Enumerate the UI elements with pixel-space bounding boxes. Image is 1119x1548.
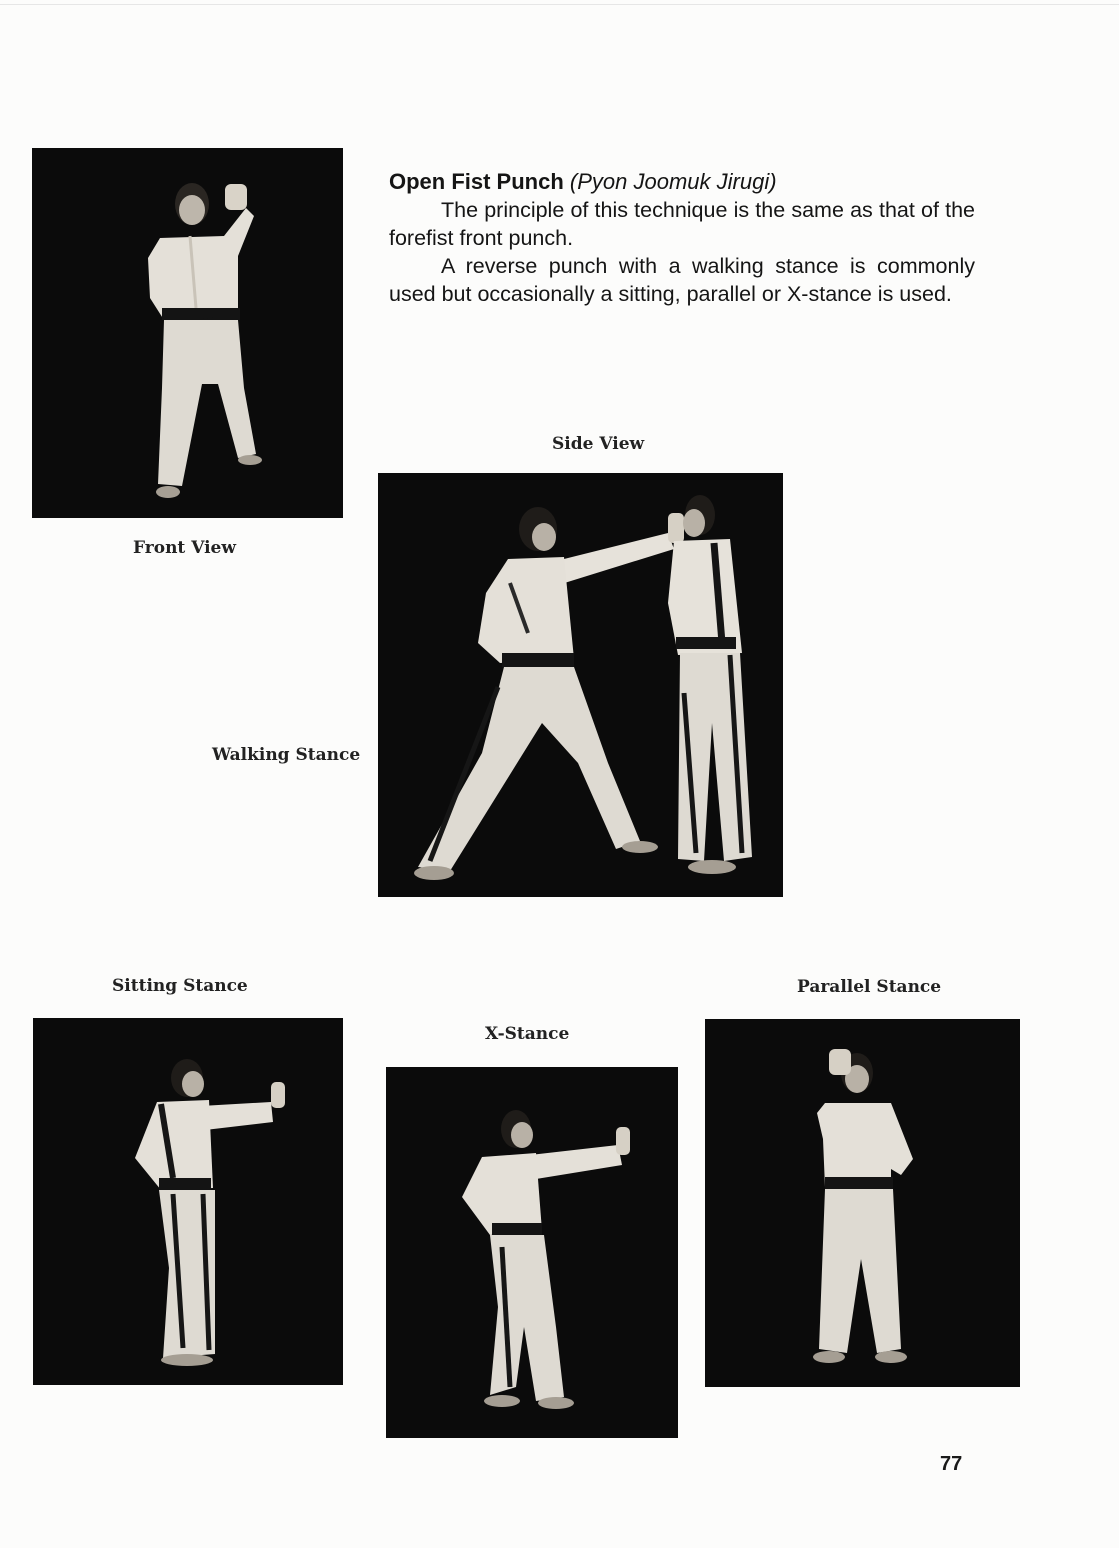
article-subtitle: (Pyon Joomuk Jirugi): [569, 169, 777, 194]
sitting-stance-caption: Sitting Stance: [112, 976, 248, 996]
page-number: 77: [940, 1453, 963, 1475]
parallel-stance-photo: [705, 1019, 1020, 1387]
article-heading: [389, 168, 975, 196]
front-view-photo: [32, 148, 343, 518]
side-view-caption: Side View: [552, 434, 645, 454]
article-paragraph-2: A reverse punch with a walking stance is commonly used but occasionally a sitting, parallel or X-stance is used.: [389, 254, 975, 306]
article-text: [389, 168, 975, 308]
x-stance-caption: X-Stance: [485, 1024, 570, 1044]
sitting-stance-photo: [33, 1018, 343, 1385]
scan-edge-line: [0, 4, 1119, 5]
walking-stance-caption: Walking Stance: [212, 745, 361, 765]
article-paragraph-1: The principle of this technique is the same as that of the forefist front punch.: [389, 198, 975, 250]
article-title: Open Fist Punch: [389, 169, 564, 194]
front-view-caption: Front View: [133, 538, 236, 558]
parallel-stance-caption: Parallel Stance: [797, 977, 942, 997]
x-stance-photo: [386, 1067, 678, 1438]
walking-stance-photo: [378, 473, 783, 897]
